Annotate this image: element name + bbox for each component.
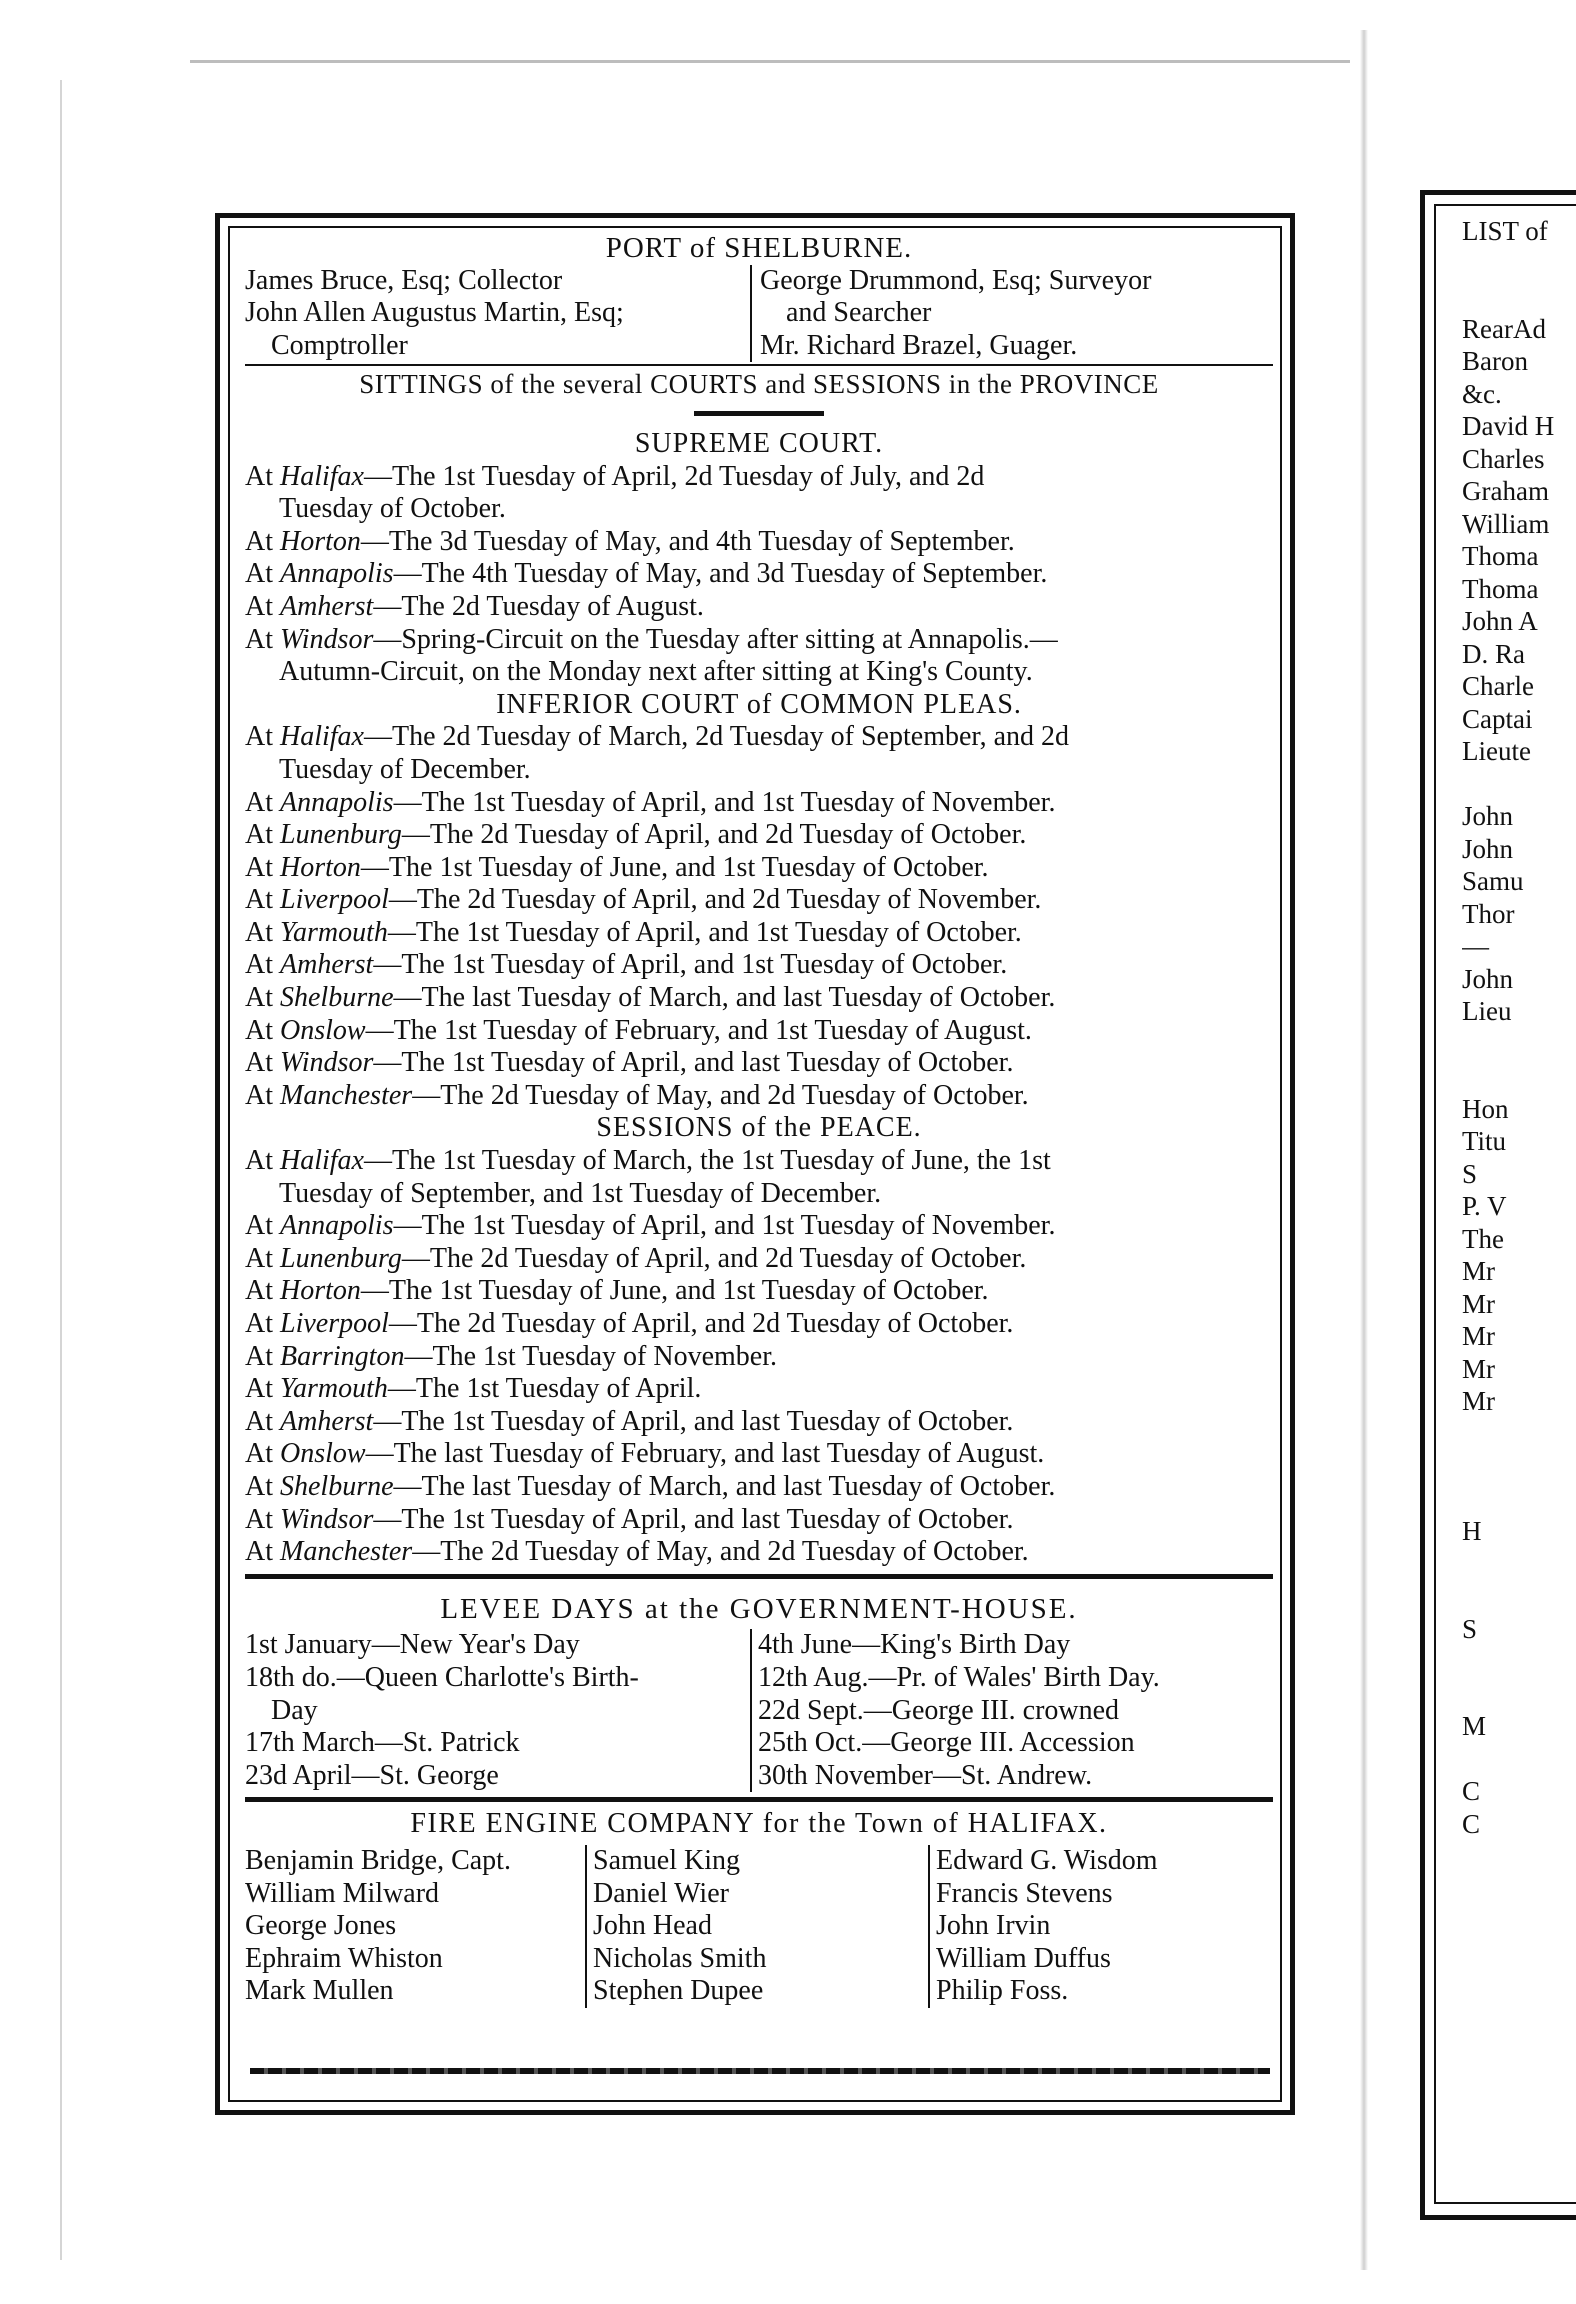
facing-page-line: Captai: [1462, 703, 1533, 734]
dash: —: [401, 819, 430, 851]
place-name: Halifax: [280, 460, 364, 492]
officer-line: and Searcher: [786, 297, 932, 329]
at-word: At: [245, 1242, 273, 1274]
court-sitting-line: [245, 1438, 1273, 1471]
officer-line: John Allen Augustus Martin, Esq;: [245, 297, 624, 329]
levee-entry: 12th Aug.—Pr. of Wales' Birth Day.: [758, 1661, 1160, 1693]
member-name: George Jones: [245, 1910, 397, 1942]
sitting-continuation: Autumn-Circuit, on the Monday next after sitting at King's County.: [279, 656, 1033, 688]
court-sitting-line: [245, 1373, 1273, 1406]
facing-page-line: Mr: [1462, 1256, 1495, 1286]
member-name: Francis Stevens: [936, 1877, 1113, 1909]
dash: —: [373, 590, 402, 622]
facing-page-line: [1462, 1418, 1576, 1451]
facing-page-line: Mr: [1462, 1386, 1495, 1416]
facing-page-line: Thoma: [1462, 573, 1539, 604]
sitting-text: The 4th Tuesday of May, and 3d Tuesday of September.: [421, 558, 1048, 590]
court-sitting-line: [245, 884, 1273, 917]
levee-days: [245, 1629, 1273, 1792]
facing-page-line: [1462, 1028, 1576, 1061]
place-name: Horton: [280, 525, 361, 557]
at-word: At: [245, 721, 273, 753]
at-word: At: [245, 590, 273, 622]
facing-page-line: [1462, 1580, 1576, 1613]
court-sitting-line: [245, 1047, 1273, 1080]
at-word: At: [245, 1470, 273, 1502]
sitting-text: The 1st Tuesday of April, and 1st Tuesday of November.: [421, 1210, 1056, 1242]
sitting-text: The last Tuesday of March, and last Tuesday of October.: [421, 982, 1056, 1014]
levee-entry: 4th June—King's Birth Day: [758, 1629, 1071, 1661]
dash: —: [401, 1242, 430, 1274]
dash: —: [364, 1145, 392, 1177]
place-name: Halifax: [280, 721, 364, 753]
facing-page-line: [1462, 248, 1576, 281]
place-name: Horton: [280, 1275, 361, 1307]
sitting-text: The 2d Tuesday of May, and 2d Tuesday of October.: [440, 1079, 1029, 1111]
facing-page-line: S: [1462, 1613, 1478, 1644]
sitting-text: The 2d Tuesday of April, and 2d Tuesday of November.: [416, 884, 1042, 916]
supreme-court-heading: SUPREME COURT.: [634, 427, 884, 459]
place-name: Annapolis: [280, 786, 394, 818]
court-sitting-line: [245, 852, 1273, 885]
court-sitting-line: [245, 526, 1273, 559]
sitting-text: The last Tuesday of March, and last Tuesday of October.: [421, 1470, 1056, 1502]
court-sitting-line: [245, 1080, 1273, 1113]
dash: —: [388, 1308, 417, 1339]
member-name: William Duffus: [936, 1942, 1111, 1974]
place-name: Barrington: [280, 1340, 405, 1372]
place-name: Halifax: [280, 1145, 364, 1177]
at-word: At: [245, 1275, 273, 1307]
place-name: Lunenburg: [280, 819, 402, 851]
at-word: At: [245, 916, 273, 948]
place-name: Manchester: [280, 1536, 413, 1568]
divider: [245, 1574, 1273, 1579]
facing-page-line: Mr: [1462, 1321, 1495, 1351]
facing-page-line: [1462, 280, 1576, 313]
officer-line: Mr. Richard Brazel, Guager.: [760, 329, 1078, 361]
at-word: At: [245, 786, 273, 818]
levee-entry: 30th November—St. Andrew.: [758, 1759, 1093, 1791]
sitting-text: The 2d Tuesday of March, 2d Tuesday of September, and 2d: [392, 721, 1070, 753]
court-sitting-line: [245, 1504, 1273, 1537]
facing-page-line: [1462, 1548, 1576, 1581]
place-name: Amherst: [280, 1405, 374, 1437]
levee-left-column: [245, 1629, 750, 1792]
facing-page-line: Samu: [1462, 866, 1524, 896]
court-sitting-line: [245, 982, 1273, 1015]
at-word: At: [245, 982, 273, 1014]
facing-page-line: John A: [1462, 606, 1538, 636]
facing-page-line: Hon: [1462, 1093, 1509, 1124]
place-name: Lunenburg: [280, 1242, 402, 1274]
fire-column-3: [928, 1845, 1273, 2008]
at-word: At: [245, 1340, 273, 1372]
member-name: Philip Foss.: [936, 1975, 1069, 2007]
dash: —: [393, 558, 422, 590]
officer-line: George Drummond, Esq; Surveyor: [760, 264, 1152, 296]
sitting-text: The 1st Tuesday of April, and last Tuesday of October.: [401, 1405, 1014, 1437]
facing-page-line: Lieu: [1462, 996, 1512, 1026]
dash: —: [412, 1536, 441, 1568]
divider: [245, 1797, 1273, 1802]
facing-page-line: Graham: [1462, 476, 1549, 506]
at-word: At: [245, 884, 273, 916]
at-word: At: [245, 1210, 273, 1242]
facing-page-line: William: [1462, 508, 1550, 539]
sitting-text: The 1st Tuesday of April, and 1st Tuesday of November.: [421, 786, 1056, 818]
fire-column-1: [245, 1845, 585, 2008]
place-name: Windsor: [280, 1047, 374, 1079]
facing-page-line: John: [1462, 801, 1514, 831]
facing-page-line: [1462, 1645, 1576, 1678]
court-sitting-line: [245, 1243, 1273, 1276]
port-title: PORT of SHELBURNE.: [605, 232, 913, 264]
court-sitting-line: [245, 917, 1273, 950]
sitting-text: The 1st Tuesday of June, and 1st Tuesday of October.: [388, 851, 989, 883]
levee-entry: 23d April—St. George: [245, 1759, 499, 1791]
officer-line: James Bruce, Esq; Collector: [245, 264, 563, 296]
facing-page-line: &c.: [1462, 378, 1502, 409]
sitting-text: The 1st Tuesday of April, 2d Tuesday of July, and 2d: [392, 460, 985, 492]
sitting-text: The 1st Tuesday of April, and 1st Tuesday of October.: [415, 916, 1022, 948]
facing-page-line: Thoma: [1462, 541, 1539, 571]
court-sitting-line: [245, 1308, 1273, 1341]
place-name: Onslow: [280, 1438, 366, 1470]
levee-title: LEVEE DAYS at the GOVERNMENT-HOUSE.: [440, 1592, 1078, 1625]
dash: —: [412, 1079, 441, 1111]
at-word: At: [245, 949, 273, 981]
levee-entry: 18th do.—Queen Charlotte's Birth-: [245, 1661, 639, 1693]
at-word: At: [245, 1047, 273, 1079]
place-name: Horton: [280, 851, 361, 883]
sitting-text: The 1st Tuesday of April, and 1st Tuesday of October.: [401, 949, 1008, 981]
page-edge-left: [60, 80, 68, 2260]
facing-page-line: RearAd: [1462, 313, 1546, 344]
facing-page-line: John: [1462, 963, 1514, 994]
levee-entry: 1st January—New Year's Day: [245, 1629, 580, 1661]
at-word: At: [245, 558, 273, 590]
place-name: Shelburne: [280, 982, 394, 1014]
place-name: Amherst: [280, 949, 374, 981]
place-name: Yarmouth: [280, 916, 388, 948]
facing-page-line: [1462, 1743, 1576, 1776]
almanac-page: [245, 232, 1273, 2008]
dash: —: [393, 1470, 422, 1502]
at-word: At: [245, 851, 273, 883]
dash: —: [393, 786, 422, 818]
member-name: William Milward: [245, 1877, 440, 1909]
sessions-heading: SESSIONS of the PEACE.: [596, 1112, 922, 1144]
at-word: At: [245, 1308, 273, 1339]
port-officers-left: [245, 265, 750, 363]
facing-page-line: Baron: [1462, 346, 1528, 376]
facing-page-line: Lieute: [1462, 736, 1531, 766]
facing-page-line: [1462, 1483, 1576, 1516]
at-word: At: [245, 1145, 273, 1177]
court-sitting-line: [245, 1406, 1273, 1439]
inferior-court-heading: INFERIOR COURT of COMMON PLEAS.: [496, 688, 1022, 720]
page-gutter: [1360, 30, 1368, 2270]
place-name: Annapolis: [280, 558, 394, 590]
member-name: John Irvin: [936, 1910, 1051, 1942]
court-sitting-line: [245, 819, 1273, 852]
court-sitting-line: [245, 1341, 1273, 1374]
sitting-text: The 1st Tuesday of April, and last Tuesday of October.: [401, 1047, 1014, 1079]
levee-entry: 22d Sept.—George III. crowned: [758, 1694, 1120, 1726]
facing-page-line: [1462, 1450, 1576, 1483]
sitting-continuation: Tuesday of October.: [279, 493, 506, 525]
at-word: At: [245, 460, 273, 492]
member-name: Nicholas Smith: [593, 1942, 767, 1974]
sitting-text: The 1st Tuesday of April, and last Tuesday of October.: [401, 1503, 1014, 1535]
dash: —: [373, 1405, 402, 1437]
court-sitting-line: [245, 1536, 1273, 1569]
fire-column-2: [585, 1845, 928, 2008]
facing-page-line: P. V: [1462, 1191, 1507, 1221]
dash: —: [387, 1373, 416, 1405]
facing-page-line: H: [1462, 1516, 1482, 1546]
member-name: Mark Mullen: [245, 1975, 394, 2007]
place-name: Annapolis: [280, 1210, 394, 1242]
page-edge: [190, 60, 1350, 69]
court-sitting-line: [245, 461, 1273, 494]
member-name: Stephen Dupee: [593, 1975, 764, 2007]
facing-page-line: D. Ra: [1462, 638, 1525, 669]
levee-entry: 17th March—St. Patrick: [245, 1727, 520, 1759]
facing-page-line: [1462, 1678, 1576, 1711]
sitting-continuation: Tuesday of December.: [279, 753, 531, 785]
levee-entry: Day: [271, 1694, 318, 1726]
port-officers-right: [750, 265, 1273, 363]
place-name: Onslow: [280, 1014, 366, 1046]
sitting-continuation: Tuesday of September, and 1st Tuesday of December.: [279, 1177, 882, 1209]
sitting-text: The 1st Tuesday of June, and 1st Tuesday of October.: [388, 1275, 989, 1307]
sitting-text: The 1st Tuesday of April.: [415, 1373, 702, 1405]
at-word: At: [245, 819, 273, 851]
dash: —: [387, 916, 416, 948]
facing-page-text: [1462, 215, 1576, 1840]
dash: —: [364, 721, 392, 753]
facing-page-line: Titu: [1462, 1126, 1507, 1156]
member-name: Ephraim Whiston: [245, 1942, 443, 1974]
dash: —: [360, 851, 389, 883]
officer-line: Comptroller: [271, 329, 408, 361]
member-name: Benjamin Bridge, Capt.: [245, 1844, 511, 1876]
place-name: Liverpool: [280, 1308, 389, 1339]
ornamental-rule: [250, 2068, 1270, 2074]
member-name: Daniel Wier: [593, 1877, 729, 1909]
court-sitting-line: [245, 1015, 1273, 1048]
short-rule: [694, 411, 824, 416]
court-sitting-line: [245, 558, 1273, 591]
dash: —: [365, 1438, 394, 1470]
dash: —: [360, 525, 389, 557]
at-word: At: [245, 1536, 273, 1568]
sitting-text: The 2d Tuesday of April, and 2d Tuesday of October.: [416, 1308, 1014, 1339]
facing-page-line: S: [1462, 1158, 1478, 1189]
divider: [245, 364, 1273, 366]
facing-page-line: C: [1462, 1776, 1481, 1806]
dash: —: [393, 982, 422, 1014]
facing-page-line: Charle: [1462, 671, 1534, 701]
facing-page-line: [1462, 1060, 1576, 1093]
dash: —: [373, 949, 402, 981]
fire-company-members: [245, 1845, 1273, 2008]
facing-page-line: [1462, 768, 1576, 801]
dash: —: [360, 1275, 389, 1307]
dash: —: [404, 1340, 433, 1372]
facing-page-header: LIST of: [1462, 216, 1548, 246]
at-word: At: [245, 1405, 273, 1437]
court-sitting-line: [245, 1210, 1273, 1243]
place-name: Windsor: [280, 623, 374, 655]
court-sitting-line: [245, 1471, 1273, 1504]
sitting-text: The 3d Tuesday of May, and 4th Tuesday of September.: [388, 525, 1015, 557]
dash: —: [373, 1503, 402, 1535]
facing-page-line: John: [1462, 833, 1514, 864]
sessions-list: [245, 1145, 1273, 1569]
member-name: Samuel King: [593, 1844, 740, 1876]
sitting-text: The 1st Tuesday of February, and 1st Tuesday of August.: [393, 1014, 1032, 1046]
supreme-court-list: [245, 461, 1273, 689]
at-word: At: [245, 1373, 273, 1405]
place-name: Windsor: [280, 1503, 374, 1535]
at-word: At: [245, 525, 273, 557]
court-sitting-line: [245, 624, 1273, 657]
facing-page-line: C: [1462, 1808, 1481, 1839]
facing-page-line: David H: [1462, 411, 1555, 441]
sitting-text: The 1st Tuesday of November.: [432, 1340, 777, 1372]
court-sitting-line: [245, 591, 1273, 624]
sitting-text: The 2d Tuesday of April, and 2d Tuesday of October.: [429, 819, 1027, 851]
court-sitting-line: [245, 787, 1273, 820]
facing-page-line: M: [1462, 1711, 1487, 1741]
at-word: At: [245, 1438, 273, 1470]
court-sitting-line: [245, 949, 1273, 982]
sittings-title: SITTINGS of the several COURTS and SESSIONS in the PROVINCE: [359, 369, 1159, 400]
dash: —: [364, 460, 392, 492]
sitting-text: The 2d Tuesday of April, and 2d Tuesday of October.: [429, 1242, 1027, 1274]
inferior-court-list: [245, 721, 1273, 1112]
place-name: Manchester: [280, 1079, 413, 1111]
sitting-text: The last Tuesday of February, and last Tuesday of August.: [393, 1438, 1045, 1470]
sitting-text: The 2d Tuesday of August.: [401, 590, 704, 622]
at-word: At: [245, 1079, 273, 1111]
facing-page-line: Mr: [1462, 1353, 1495, 1384]
sitting-text: The 2d Tuesday of May, and 2d Tuesday of October.: [440, 1536, 1029, 1568]
dash: —: [365, 1014, 394, 1046]
place-name: Shelburne: [280, 1470, 394, 1502]
dash: —: [388, 884, 417, 916]
member-name: Edward G. Wisdom: [936, 1844, 1158, 1876]
member-name: John Head: [593, 1910, 712, 1942]
at-word: At: [245, 1503, 273, 1535]
place-name: Liverpool: [280, 884, 389, 916]
dash: —: [373, 623, 402, 655]
facing-page-line: Thor: [1462, 898, 1515, 929]
court-sitting-line: [245, 1145, 1273, 1178]
place-name: Amherst: [280, 590, 374, 622]
facing-page-line: Charles: [1462, 443, 1545, 474]
levee-right-column: [750, 1629, 1273, 1792]
sitting-text: The 1st Tuesday of March, the 1st Tuesday of June, the 1st: [392, 1145, 1051, 1177]
sitting-text: Spring-Circuit on the Tuesday after sitting at Annapolis.—: [401, 623, 1058, 655]
dash: —: [393, 1210, 422, 1242]
at-word: At: [245, 1014, 273, 1046]
at-word: At: [245, 623, 273, 655]
facing-page-line: Mr: [1462, 1288, 1495, 1319]
facing-page-line: The: [1462, 1223, 1504, 1254]
court-sitting-line: [245, 721, 1273, 754]
levee-entry: 25th Oct.—George III. Accession: [758, 1727, 1135, 1759]
dash: —: [373, 1047, 402, 1079]
fire-company-title: FIRE ENGINE COMPANY for the Town of HALIFAX.: [410, 1808, 1108, 1840]
court-sitting-line: [245, 1275, 1273, 1308]
port-officers: [245, 265, 1273, 363]
facing-page-line: —: [1462, 931, 1489, 961]
place-name: Yarmouth: [280, 1373, 388, 1405]
